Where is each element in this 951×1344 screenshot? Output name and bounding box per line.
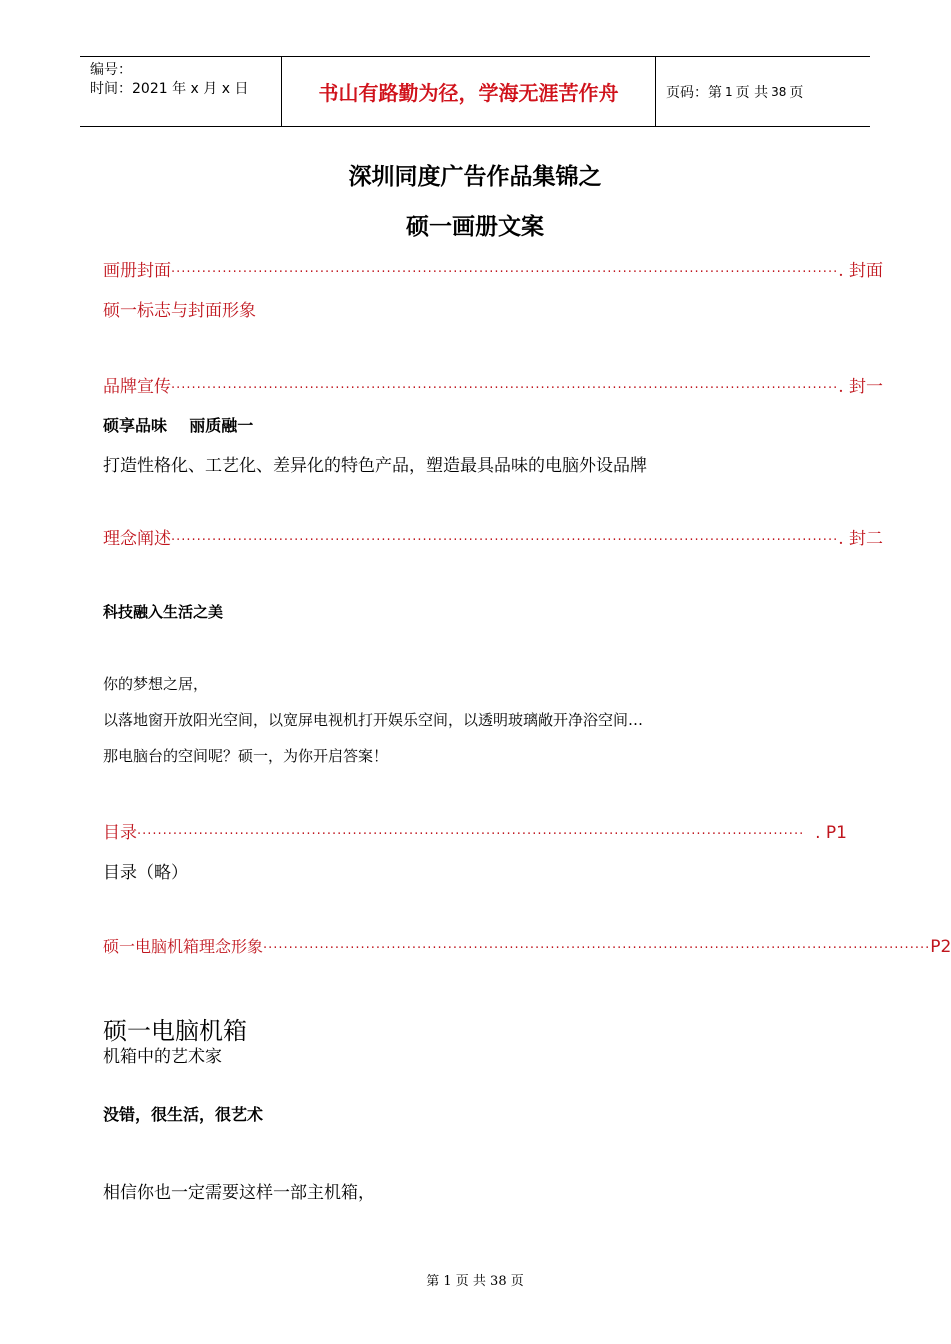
toc-entry-case: 硕一电脑机箱理念形象 ·································································································································· P2 bbox=[103, 934, 818, 957]
toc-entry-cover: 画册封面 ·································································································································· . 封面 bbox=[103, 256, 843, 281]
brand-text: 打造性格化、工艺化、差异化的特色产品，塑造最具品味的电脑外设品牌 bbox=[103, 456, 647, 476]
header-divider bbox=[655, 57, 656, 126]
toc-label: 理念阐述 bbox=[103, 529, 171, 549]
case-text: 相信你也一定需要这样一部主机箱， bbox=[103, 1183, 375, 1203]
cover-description: 硕一标志与封面形象 bbox=[103, 301, 256, 321]
concept-heading: 科技融入生活之美 bbox=[103, 603, 224, 621]
page-mid: 页 共 bbox=[735, 84, 769, 101]
page-title: 深圳同度广告作品集锦之 bbox=[348, 163, 602, 190]
toc-page: . P1 bbox=[815, 823, 847, 843]
page-suffix: 页 bbox=[789, 84, 804, 101]
header-meta bbox=[90, 61, 248, 99]
concept-line: 以落地窗开放阳光空间，以宽屏电视机打开娱乐空间，以透明玻璃敞开净浴空间… bbox=[103, 711, 644, 729]
header-page-info bbox=[666, 57, 803, 126]
toc-entry-concept: 理念阐述 ·································································································································· . 封二 bbox=[103, 524, 843, 549]
page-footer: 第 1 页 共 38 页 bbox=[426, 1274, 524, 1289]
case-subtitle: 机箱中的艺术家 bbox=[103, 1047, 222, 1067]
header-number: 编号： bbox=[90, 62, 132, 78]
toc-entry-brand: 品牌宣传 ·································································································································· . 封一 bbox=[103, 372, 843, 397]
case-heading: 没错，很生活，很艺术 bbox=[103, 1105, 264, 1124]
toc-text: 目录（略） bbox=[103, 863, 188, 883]
toc-page: . 封面 bbox=[838, 261, 884, 281]
page-subtitle: 硕一画册文案 bbox=[406, 213, 544, 240]
page-prefix: 页码：第 bbox=[666, 84, 722, 101]
concept-line: 那电脑台的空间呢？硕一，为你开启答案！ bbox=[103, 747, 389, 765]
header-motto: 书山有路勤为径，学海无涯苦作舟 bbox=[318, 81, 619, 105]
page-current: 1 bbox=[725, 84, 733, 99]
toc-label: 品牌宣传 bbox=[103, 377, 171, 397]
toc-label: 硕一电脑机箱理念形象 bbox=[103, 937, 264, 956]
document-header bbox=[80, 56, 870, 127]
case-title: 硕一电脑机箱 bbox=[103, 1017, 247, 1045]
header-time: 时间：2021 年 x 月 x 日 bbox=[90, 81, 249, 97]
toc-label: 画册封面 bbox=[103, 261, 171, 281]
toc-label: 目录 bbox=[103, 823, 137, 843]
toc-page: . 封二 bbox=[838, 529, 884, 549]
toc-page: . 封一 bbox=[838, 377, 884, 397]
toc-entry-toc: 目录 ·································································································································· . P1 bbox=[103, 818, 847, 843]
toc-page: P2 bbox=[930, 937, 951, 957]
page-total: 38 bbox=[771, 84, 787, 99]
brand-slogan: 硕享品味 丽质融一 bbox=[103, 416, 254, 435]
concept-line: 你的梦想之居， bbox=[103, 675, 209, 693]
